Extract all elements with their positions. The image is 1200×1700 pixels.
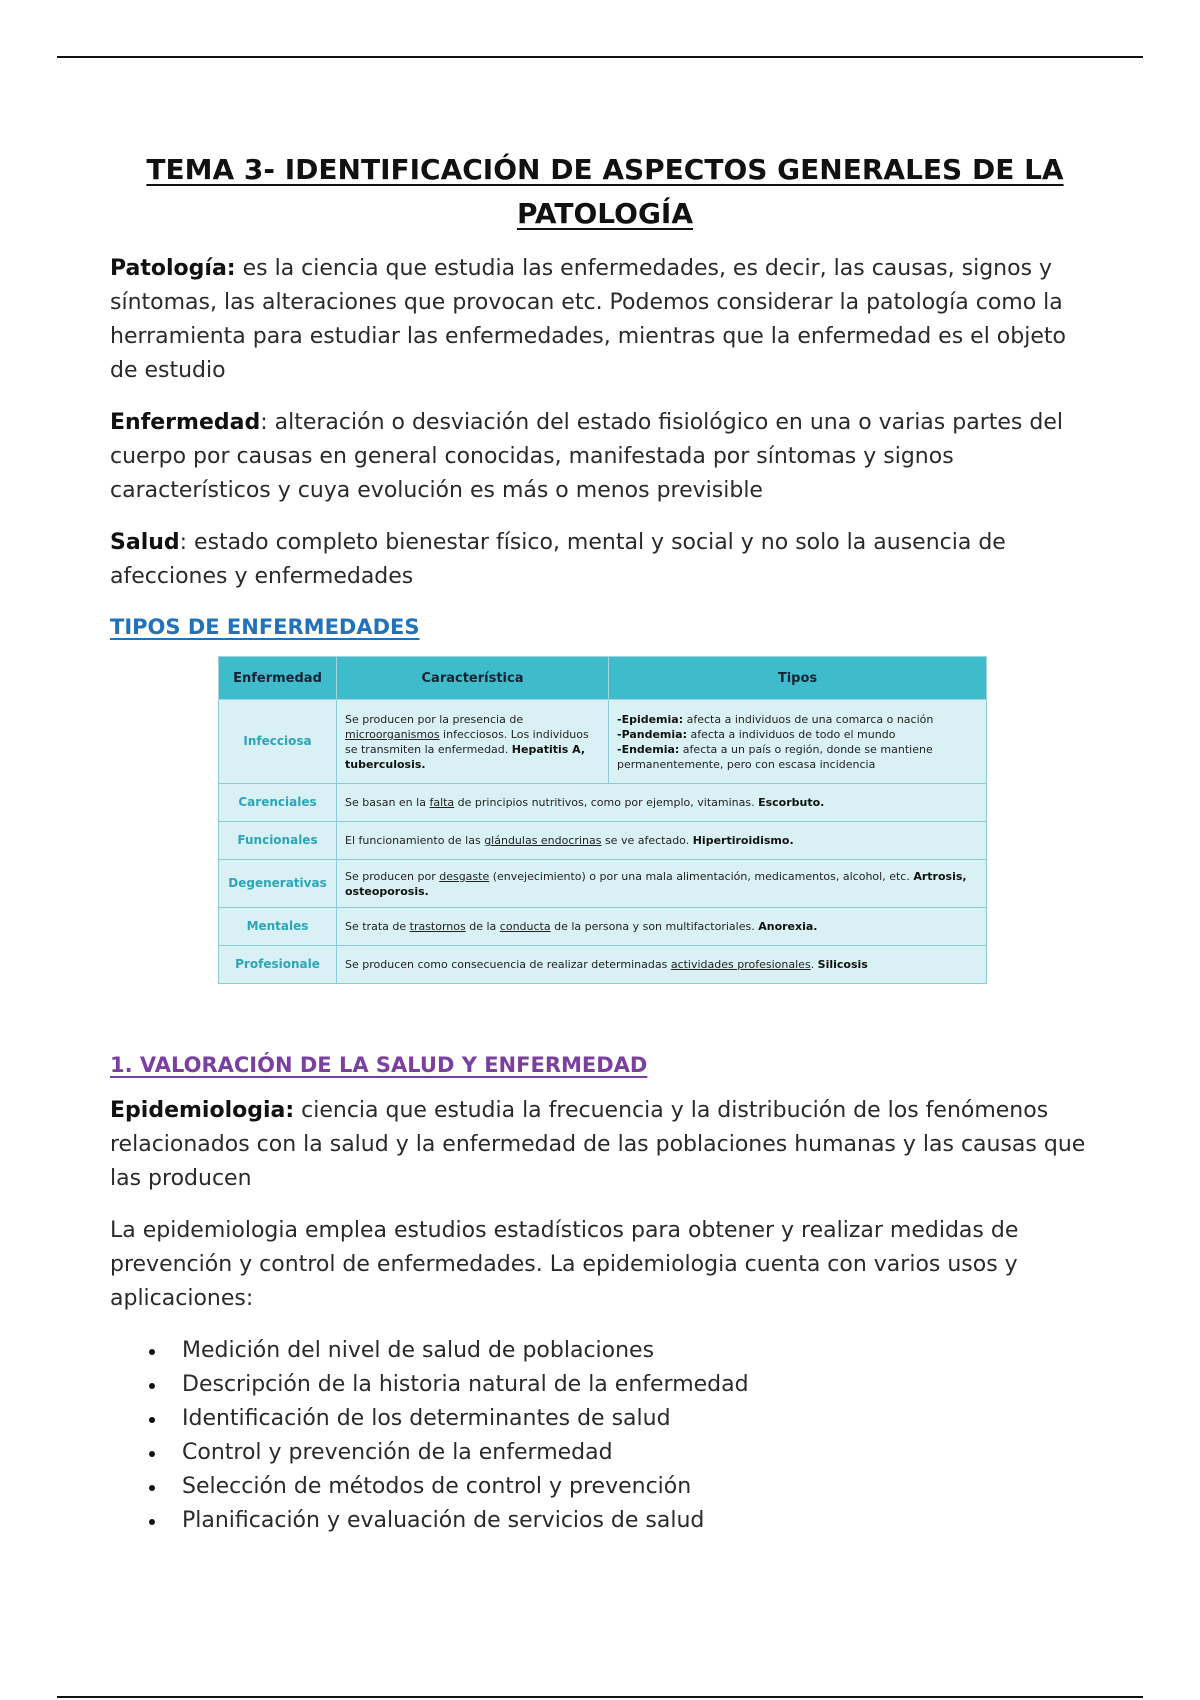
text-enfermedad: : alteración o desviación del estado fisiológico en una o varias partes del cuerpo por causas en general conocidas, manifestada por síntomas y signos característicos y cuya evolución es más o menos previsible — [110, 410, 1063, 503]
cell-text: Se producen como consecuencia de realizar determinadas — [345, 958, 671, 971]
cell-example: Artrosis, osteoporosis. — [345, 869, 967, 898]
row-characteristic — [337, 908, 987, 946]
text-salud: : estado completo bienestar físico, mental y social y no solo la ausencia de afecciones y enfermedades — [110, 530, 1006, 589]
cell-text: Se producen por la presencia de — [345, 712, 524, 726]
list-item: Planificación y evaluación de servicios de salud — [182, 1504, 1100, 1538]
row-characteristic — [337, 860, 987, 908]
cell-text: infecciosos. Los individuos se transmiten la enfermedad. — [345, 727, 589, 756]
uses-list — [110, 1334, 1100, 1538]
cell-underlined: glándulas endocrinas — [484, 834, 602, 847]
definition-enfermedad — [110, 406, 1100, 508]
tipo-term: -Pandemia: — [617, 727, 687, 741]
cell-text: El funcionamiento de las — [345, 834, 485, 847]
cell-underlined: actividades profesionales — [670, 958, 811, 971]
cell-underlined: conducta — [499, 920, 551, 933]
row-characteristic — [337, 784, 987, 822]
table-row — [219, 822, 987, 860]
row-name: Carenciales — [219, 784, 337, 822]
term-patologia: Patología: — [110, 256, 236, 281]
row-name: Funcionales — [219, 822, 337, 860]
cell-text: Se basan en la — [345, 796, 430, 809]
header-caracteristica: Característica — [337, 657, 609, 700]
row-tipos — [609, 700, 987, 784]
row-name: Mentales — [219, 908, 337, 946]
table-row — [219, 860, 987, 908]
cell-text: Se trata de — [345, 920, 410, 933]
epidemiology-paragraph: La epidemiologia emplea estudios estadísticos para obtener y realizar medidas de prevención y control de enfermedades. La epidemiologia cuenta con varios usos y aplicaciones: — [110, 1218, 1019, 1311]
header-tipos: Tipos — [609, 657, 987, 700]
list-item: Descripción de la historia natural de la enfermedad — [182, 1368, 1100, 1402]
cell-example: Hipertiroidismo. — [692, 834, 794, 847]
row-name: Profesionale — [219, 946, 337, 984]
table-row — [219, 908, 987, 946]
tipo-pandemia — [617, 727, 978, 742]
cell-example: Escorbuto. — [758, 796, 825, 809]
list-item: Medición del nivel de salud de poblaciones — [182, 1334, 1100, 1368]
row-name: Degenerativas — [219, 860, 337, 908]
document-body — [110, 148, 1100, 1538]
text-epidemiologia: ciencia que estudia la frecuencia y la distribución de los fenómenos relacionados con la salud y la enfermedad de las poblaciones humanas y las causas que las producen — [110, 1098, 1086, 1191]
title-line-2: PATOLOGÍA — [516, 197, 694, 230]
tipo-text: afecta a individuos de todo el mundo — [686, 727, 896, 741]
cell-text: de principios nutritivos, como por ejemplo, vitaminas. — [454, 796, 759, 809]
top-rule — [57, 56, 1143, 58]
cell-text: Se producen por — [345, 869, 440, 883]
bottom-rule — [57, 1696, 1143, 1698]
title-line-1: TEMA 3- IDENTIFICACIÓN DE ASPECTOS GENERALES DE LA — [146, 153, 1064, 186]
disease-types-table-wrap — [218, 656, 986, 984]
page-title — [110, 148, 1100, 236]
cell-example: Anorexia. — [758, 920, 818, 933]
text-patologia: es la ciencia que estudia las enfermedades, es decir, las causas, signos y síntomas, las alteraciones que provocan etc. Podemos considerar la patología como la herramienta para estudiar las enfermedades, mientras que la enfermedad es el objeto de estudio — [110, 256, 1066, 383]
table-row — [219, 946, 987, 984]
term-salud: Salud — [110, 530, 180, 555]
cell-text: . — [810, 958, 818, 971]
cell-underlined: desgaste — [439, 869, 490, 883]
tipos-heading: TIPOS DE ENFERMEDADES — [110, 615, 420, 639]
tipo-term: -Endemia: — [617, 742, 680, 756]
cell-example: Silicosis — [817, 958, 868, 971]
cell-underlined: falta — [429, 796, 455, 809]
list-item: Control y prevención de la enfermedad — [182, 1436, 1100, 1470]
cell-text: de la persona y son multifactoriales. — [550, 920, 759, 933]
cell-example: Hepatitis A, tuberculosis. — [345, 742, 586, 771]
tipo-text: afecta a un país o región, donde se mantiene permanentemente, pero con escasa incidencia — [617, 742, 933, 771]
disease-types-table — [218, 656, 987, 984]
cell-text: de la — [465, 920, 500, 933]
row-characteristic — [337, 700, 609, 784]
term-epidemiologia: Epidemiologia: — [110, 1098, 295, 1123]
cell-text: (envejecimiento) o por una mala alimentación, medicamentos, alcohol, etc. — [489, 869, 914, 883]
term-enfermedad: Enfermedad — [110, 410, 261, 435]
tipo-endemia — [617, 742, 978, 772]
row-characteristic — [337, 946, 987, 984]
list-item: Selección de métodos de control y prevención — [182, 1470, 1100, 1504]
row-name: Infecciosa — [219, 700, 337, 784]
section-1-heading: 1. VALORACIÓN DE LA SALUD Y ENFERMEDAD — [110, 1053, 648, 1077]
tipo-text: afecta a individuos de una comarca o nación — [683, 712, 934, 726]
tipo-term: -Epidemia: — [617, 712, 684, 726]
cell-text: se ve afectado. — [601, 834, 693, 847]
cell-underlined: microorganismos — [345, 727, 440, 741]
header-enfermedad: Enfermedad — [219, 657, 337, 700]
table-row — [219, 784, 987, 822]
list-item: Identificación de los determinantes de salud — [182, 1402, 1100, 1436]
cell-underlined: trastornos — [409, 920, 466, 933]
definition-salud — [110, 526, 1100, 594]
row-characteristic — [337, 822, 987, 860]
table-header-row — [219, 657, 987, 700]
definition-epidemiologia — [110, 1094, 1100, 1196]
tipo-epidemia — [617, 712, 978, 727]
definition-patologia — [110, 252, 1100, 388]
table-row — [219, 700, 987, 784]
